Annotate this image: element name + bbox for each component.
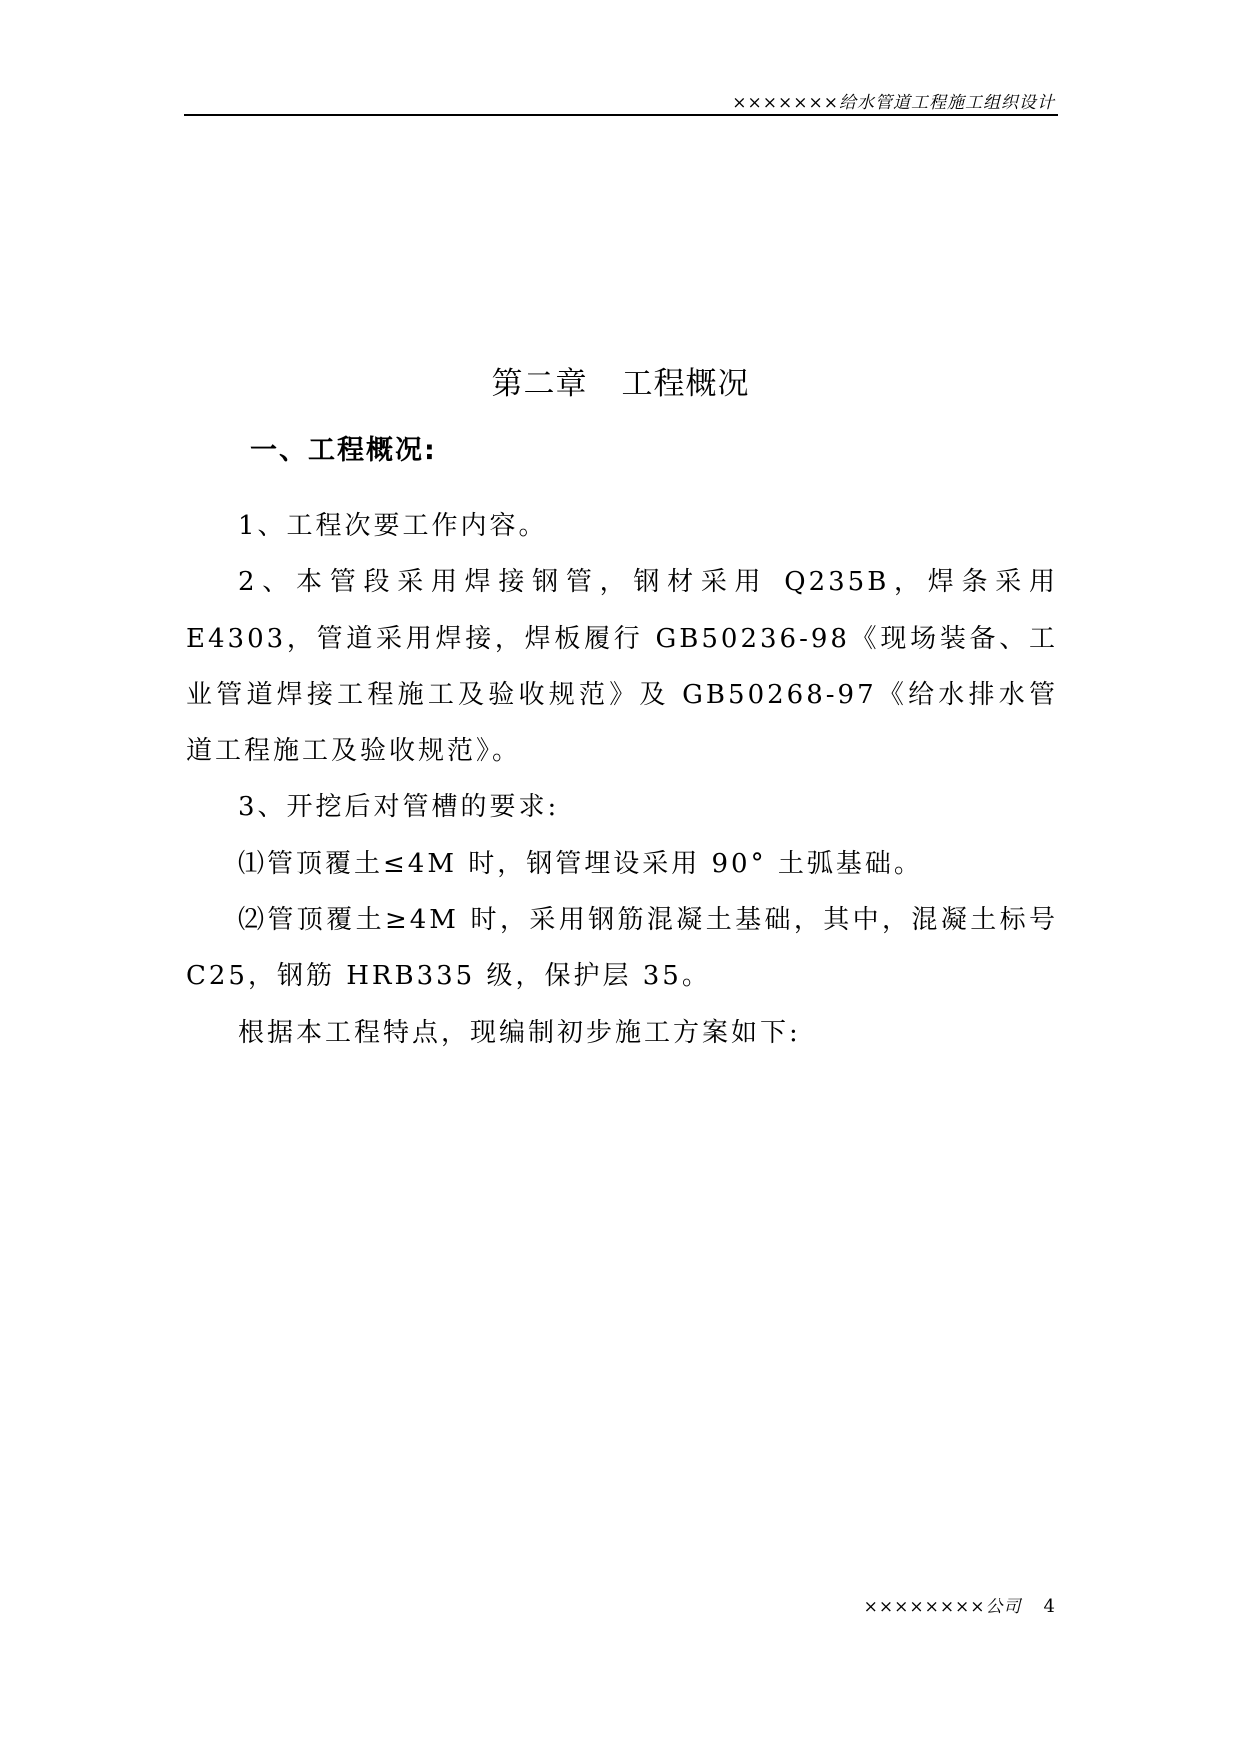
page-footer: [864, 1592, 1055, 1617]
footer-company: ××××××××公司: [863, 1597, 1022, 1617]
paragraph-3: 3、开挖后对管槽的要求:: [238, 792, 560, 823]
chapter-number: 第二章: [491, 366, 588, 402]
body-text: [186, 498, 1058, 1061]
paragraph-4: ⑴管顶覆土≤4M 时，钢管埋设采用 90° 土弧基础。: [238, 848, 923, 879]
paragraph-5: ⑵管顶覆土≥4M 时，采用钢筋混凝土基础，其中，混凝土标号 C25，钢筋 HRB335 级，保护层 35。: [186, 905, 1058, 992]
header-rule: [184, 114, 1058, 116]
paragraph-1: 1、工程次要工作内容。: [238, 511, 548, 541]
page-number: 4: [1043, 1596, 1055, 1617]
paragraph-6: 根据本工程特点，现编制初步施工方案如下:: [238, 1017, 801, 1048]
chapter-title: [0, 358, 1241, 403]
section-heading: 一、工程概况:: [250, 435, 437, 466]
chapter-name: 工程概况: [621, 366, 750, 402]
paragraph-2: 2、本管段采用焊接钢管，钢材采用 Q235B，焊条采用 E4303，管道采用焊接，焊板履行 GB50236-98《现场装备、工业管道焊接工程施工及验收规范》及 GB50268-97《给水排水管道工程施工及验收规范》。: [186, 567, 1058, 767]
running-header: ×××××××给水管道工程施工组织设计: [732, 93, 1055, 113]
